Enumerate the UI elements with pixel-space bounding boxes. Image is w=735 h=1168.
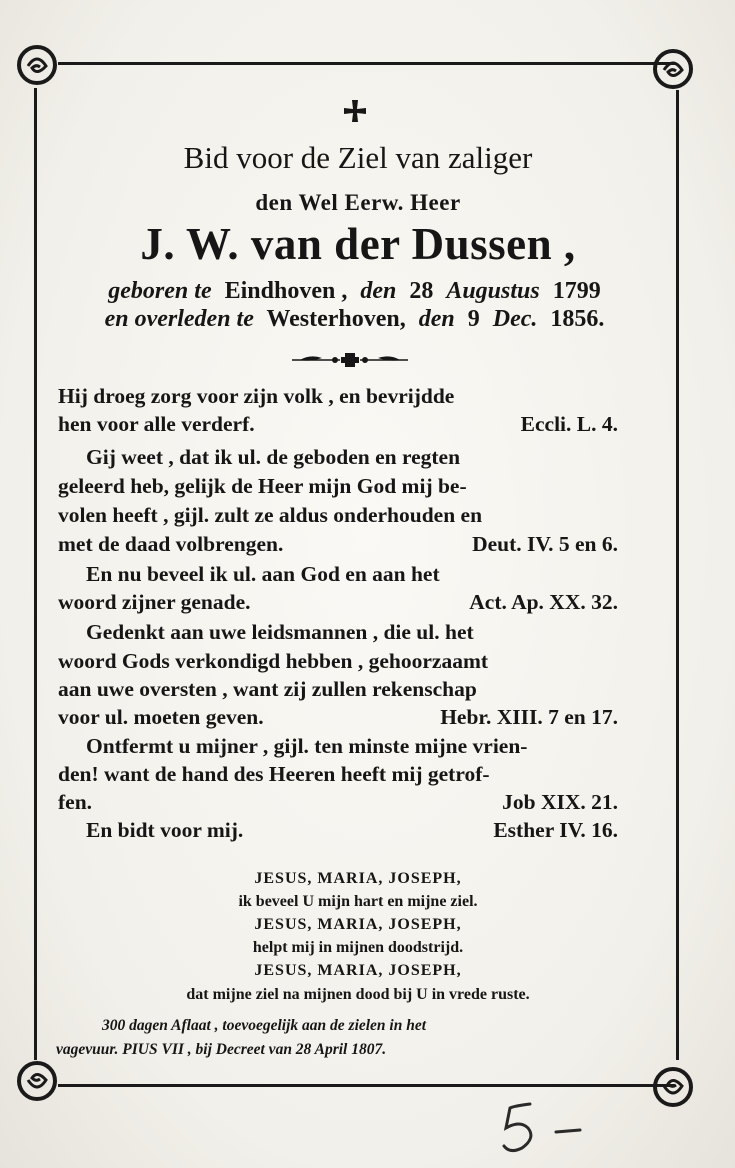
verse-line: volen heeft , gijl. zult ze aldus onderhouden en xyxy=(58,503,483,527)
verse-line: woord Gods verkondigd hebben , gehoorzaamt xyxy=(58,649,489,673)
handwritten-annotation xyxy=(500,1096,590,1160)
born-prefix: geboren te xyxy=(108,278,212,304)
header-invocation: Bid voor de Ziel van zaliger xyxy=(183,140,533,175)
prayer-invocation: JESUS, MARIA, JOSEPH, xyxy=(254,870,462,887)
verse-line: En nu beveel ik ul. aan God en aan het xyxy=(86,562,440,586)
cross-pattee-icon xyxy=(340,98,370,128)
ornamental-divider-icon xyxy=(290,350,410,370)
born-den: den xyxy=(360,278,397,304)
verse-line: met de daad volbrengen. Deut. IV. 5 en 6. xyxy=(58,532,618,556)
verse-line: Gij weet , dat ik ul. de geboden en regten xyxy=(86,445,461,469)
born-day: 28 xyxy=(409,278,434,304)
verse-line: Ontfermt u mijner , gijl. ten minste mijne vrien- xyxy=(86,734,528,758)
prayer-line: dat mijne ziel na mijnen dood bij U in vrede ruste. xyxy=(186,986,530,1003)
died-prefix: en overleden te xyxy=(104,306,254,332)
deceased-name: J. W. van der Dussen , xyxy=(140,219,576,269)
verse-line: voor ul. moeten geven. Hebr. XIII. 7 en 17. xyxy=(58,705,618,729)
verse-line: Hij droeg zorg voor zijn volk , en bevrijdde xyxy=(58,384,455,408)
prayer-invocation: JESUS, MARIA, JOSEPH, xyxy=(254,962,462,979)
verse-line: Gedenkt aan uwe leidsmannen , die ul. het xyxy=(86,620,474,644)
verse-line: geleerd heb, gelijk de Heer mijn God mij be- xyxy=(58,474,467,498)
frame-right-border xyxy=(676,90,679,1060)
header-title: den Wel Eerw. Heer xyxy=(255,190,461,215)
prayer-line: ik beveel U mijn hart en mijne ziel. xyxy=(238,893,478,910)
verse-line: En bidt voor mij. Esther IV. 16. xyxy=(86,818,618,842)
born-month: Augustus xyxy=(446,278,540,304)
verse-line: fen. Job XIX. 21. xyxy=(58,790,618,814)
prayer-invocation: JESUS, MARIA, JOSEPH, xyxy=(254,916,462,933)
indulgence-note: 300 dagen Aflaat , toevoegelijk aan de zielen in het xyxy=(102,1017,427,1034)
verse-line: den! want de hand des Heeren heeft mij getrof- xyxy=(58,762,490,786)
corner-ornament-icon xyxy=(14,42,60,88)
frame-top-border xyxy=(58,62,675,65)
corner-ornament-icon xyxy=(14,1058,60,1104)
died-place: Westerhoven, xyxy=(266,306,406,332)
died-den: den xyxy=(418,306,455,332)
died-day: 9 xyxy=(467,306,480,332)
born-place: Eindhoven , xyxy=(224,278,348,304)
verse-line: aan uwe oversten , want zij zullen rekenschap xyxy=(58,677,477,701)
prayer-line: helpt mij in mijnen doodstrijd. xyxy=(252,939,464,956)
birth-line xyxy=(40,278,676,305)
corner-ornament-icon xyxy=(650,1064,696,1110)
verse-line: hen voor alle verderf. Eccli. L. 4. xyxy=(58,412,618,436)
corner-ornament-icon xyxy=(650,46,696,92)
frame-left-border xyxy=(34,88,37,1060)
died-month: Dec. xyxy=(492,306,538,332)
frame-bottom-border xyxy=(58,1084,675,1087)
died-year: 1856. xyxy=(550,306,605,332)
born-year: 1799 xyxy=(552,278,601,304)
death-line xyxy=(40,306,676,333)
verse-line: woord zijner genade. Act. Ap. XX. 32. xyxy=(58,590,618,614)
indulgence-note: vagevuur. PIUS VII , bij Decreet van 28 April 1807. xyxy=(56,1041,387,1058)
